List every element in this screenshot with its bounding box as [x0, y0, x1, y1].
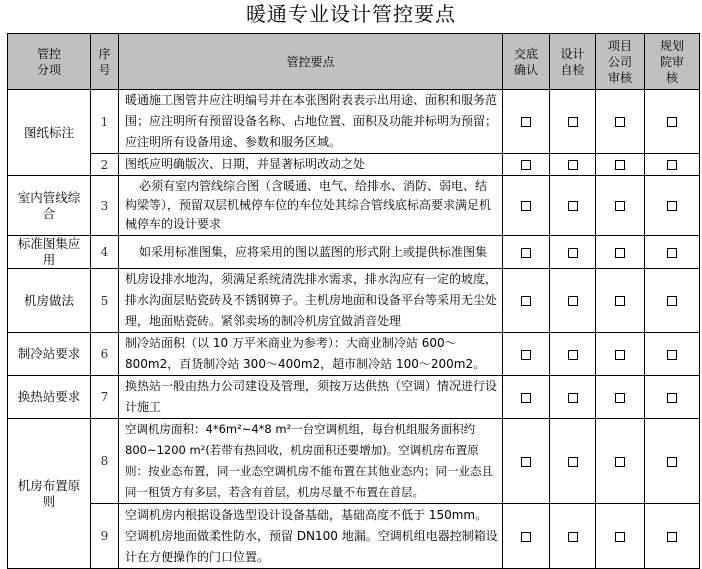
row-number: 9 — [91, 504, 119, 569]
institute-review-checkbox[interactable] — [645, 176, 700, 236]
company-review-checkbox[interactable] — [596, 90, 645, 154]
control-point-text: 空调机房面积：4*6m²~4*8 m²一台空调机组，每台机组服务面积约800~1200 m²(若带有热回收，机房面积还要增加)。空调机房布置原则：按业态布置，同一业态空调机房不能布置在其他业态内；同一业态且同一租赁方有多层，若含有首层，机房尽量不布置在首层。 — [119, 419, 503, 504]
checkbox-icon[interactable] — [667, 248, 677, 258]
checkbox-icon[interactable] — [568, 117, 578, 127]
institute-review-checkbox[interactable] — [645, 154, 700, 176]
table-row — [8, 419, 700, 504]
company-review-checkbox[interactable] — [596, 236, 645, 269]
row-number: 7 — [91, 376, 119, 419]
selfcheck-checkbox[interactable] — [550, 90, 596, 154]
checkbox-icon[interactable] — [521, 248, 531, 258]
checkbox-icon[interactable] — [667, 393, 677, 403]
control-point-text: 图纸应明确版次、日期，并显著标明改动之处 — [119, 154, 503, 176]
handover-checkbox[interactable] — [503, 504, 550, 569]
header-handover-confirm: 交底 确认 — [503, 34, 550, 90]
page-title: 暖通专业设计管控要点 — [246, 2, 456, 26]
design-control-table — [7, 33, 700, 569]
row-number: 5 — [91, 269, 119, 333]
category-cell: 图纸标注 — [8, 90, 91, 176]
checkbox-icon[interactable] — [568, 296, 578, 306]
header-company-review: 项目 公司 审核 — [596, 34, 645, 90]
checkbox-icon[interactable] — [615, 160, 625, 170]
table-row — [8, 504, 700, 569]
table-row — [8, 236, 700, 269]
checkbox-icon[interactable] — [521, 117, 531, 127]
table-row — [8, 90, 700, 154]
checkbox-icon[interactable] — [521, 350, 531, 360]
handover-checkbox[interactable] — [503, 90, 550, 154]
handover-checkbox[interactable] — [503, 419, 550, 504]
selfcheck-checkbox[interactable] — [550, 333, 596, 376]
control-point-text: 如采用标准图集，应将采用的图以蓝图的形式附上或提供标准图集 — [119, 236, 503, 269]
selfcheck-checkbox[interactable] — [550, 269, 596, 333]
table-header-row — [8, 34, 700, 90]
handover-checkbox[interactable] — [503, 376, 550, 419]
header-category: 管控 分项 — [8, 34, 91, 90]
checkbox-icon[interactable] — [615, 350, 625, 360]
table-row — [8, 333, 700, 376]
category-cell: 标准图集应用 — [8, 236, 91, 269]
selfcheck-checkbox[interactable] — [550, 176, 596, 236]
checkbox-icon[interactable] — [521, 457, 531, 467]
checkbox-icon[interactable] — [568, 248, 578, 258]
control-point-text: 必须有室内管线综合图（含暖通、电气、给排水、消防、弱电、结构梁等），预留双层机械停车位的车位处其综合管线底标高要求满足机械停车的设计要求 — [119, 176, 503, 236]
row-number: 1 — [91, 90, 119, 154]
control-point-text: 机房设排水地沟，须满足系统清洗排水需求，排水沟应有一定的坡度，排水沟面层贴瓷砖及不锈钢箅子。主机房地面和设备平台等采用无尘处理，地面贴瓷砖。紧邻卖场的制冷机房宜做消音处理 — [119, 269, 503, 333]
checkbox-icon[interactable] — [667, 296, 677, 306]
handover-checkbox[interactable] — [503, 154, 550, 176]
company-review-checkbox[interactable] — [596, 176, 645, 236]
table-row — [8, 376, 700, 419]
checkbox-icon[interactable] — [615, 201, 625, 211]
category-cell: 换热站要求 — [8, 376, 91, 419]
checkbox-icon[interactable] — [615, 457, 625, 467]
checkbox-icon[interactable] — [568, 201, 578, 211]
table-row — [8, 154, 700, 176]
row-number: 2 — [91, 154, 119, 176]
header-design-selfcheck: 设计 自检 — [550, 34, 596, 90]
table-row — [8, 269, 700, 333]
checkbox-icon[interactable] — [615, 532, 625, 542]
checkbox-icon[interactable] — [568, 393, 578, 403]
checkbox-icon[interactable] — [521, 160, 531, 170]
header-institute-review: 规划 院审 核 — [645, 34, 700, 90]
category-cell: 制冷站要求 — [8, 333, 91, 376]
selfcheck-checkbox[interactable] — [550, 154, 596, 176]
checkbox-icon[interactable] — [568, 532, 578, 542]
category-cell: 机房布置原则 — [8, 419, 91, 569]
checkbox-icon[interactable] — [568, 350, 578, 360]
institute-review-checkbox[interactable] — [645, 90, 700, 154]
checkbox-icon[interactable] — [667, 350, 677, 360]
selfcheck-checkbox[interactable] — [550, 504, 596, 569]
selfcheck-checkbox[interactable] — [550, 419, 596, 504]
header-number: 序 号 — [91, 34, 119, 90]
company-review-checkbox[interactable] — [596, 269, 645, 333]
company-review-checkbox[interactable] — [596, 333, 645, 376]
company-review-checkbox[interactable] — [596, 504, 645, 569]
handover-checkbox[interactable] — [503, 269, 550, 333]
row-number: 8 — [91, 419, 119, 504]
category-cell: 机房做法 — [8, 269, 91, 333]
checkbox-icon[interactable] — [667, 201, 677, 211]
selfcheck-checkbox[interactable] — [550, 376, 596, 419]
checkbox-icon[interactable] — [521, 201, 531, 211]
handover-checkbox[interactable] — [503, 176, 550, 236]
checkbox-icon[interactable] — [667, 457, 677, 467]
institute-review-checkbox[interactable] — [645, 269, 700, 333]
control-point-text: 暖通施工图管井应注明编号并在本张图附表表示出用途、面积和服务范围；应注明所有预留设备名称、占地位置、面积及功能并标明为预留；应注明所有设备用途、参数和服务区域。 — [119, 90, 503, 154]
checkbox-icon[interactable] — [615, 248, 625, 258]
selfcheck-checkbox[interactable] — [550, 236, 596, 269]
institute-review-checkbox[interactable] — [645, 333, 700, 376]
category-cell: 室内管线综合 — [8, 176, 91, 236]
company-review-checkbox[interactable] — [596, 376, 645, 419]
institute-review-checkbox[interactable] — [645, 236, 700, 269]
checkbox-icon[interactable] — [615, 296, 625, 306]
table-row — [8, 176, 700, 236]
control-point-text: 制冷站面积（以 10 万平米商业为参考）：大商业制冷站 600～800m2，百货制冷站 300～400m2，超市制冷站 100～200m2。 — [119, 333, 503, 376]
institute-review-checkbox[interactable] — [645, 504, 700, 569]
checkbox-icon[interactable] — [521, 532, 531, 542]
control-point-text: 空调机房内根据设备选型设计设备基础，基础高度不低于 150mm。空调机房地面做柔性防水，预留 DN100 地漏。空调机组电器控制箱设计在方便操作的门口位置。 — [119, 504, 503, 569]
company-review-checkbox[interactable] — [596, 419, 645, 504]
handover-checkbox[interactable] — [503, 236, 550, 269]
checkbox-icon[interactable] — [667, 117, 677, 127]
control-point-text: 换热站一般由热力公司建设及管理，须按万达供热（空调）情况进行设计施工 — [119, 376, 503, 419]
institute-review-checkbox[interactable] — [645, 376, 700, 419]
handover-checkbox[interactable] — [503, 333, 550, 376]
row-number: 3 — [91, 176, 119, 236]
row-number: 4 — [91, 236, 119, 269]
checkbox-icon[interactable] — [521, 393, 531, 403]
checkbox-icon[interactable] — [521, 296, 531, 306]
checkbox-icon[interactable] — [667, 160, 677, 170]
checkbox-icon[interactable] — [667, 532, 677, 542]
institute-review-checkbox[interactable] — [645, 419, 700, 504]
row-number: 6 — [91, 333, 119, 376]
company-review-checkbox[interactable] — [596, 154, 645, 176]
checkbox-icon[interactable] — [615, 117, 625, 127]
checkbox-icon[interactable] — [568, 160, 578, 170]
header-points: 管控要点 — [119, 34, 503, 90]
checkbox-icon[interactable] — [568, 457, 578, 467]
checkbox-icon[interactable] — [615, 393, 625, 403]
